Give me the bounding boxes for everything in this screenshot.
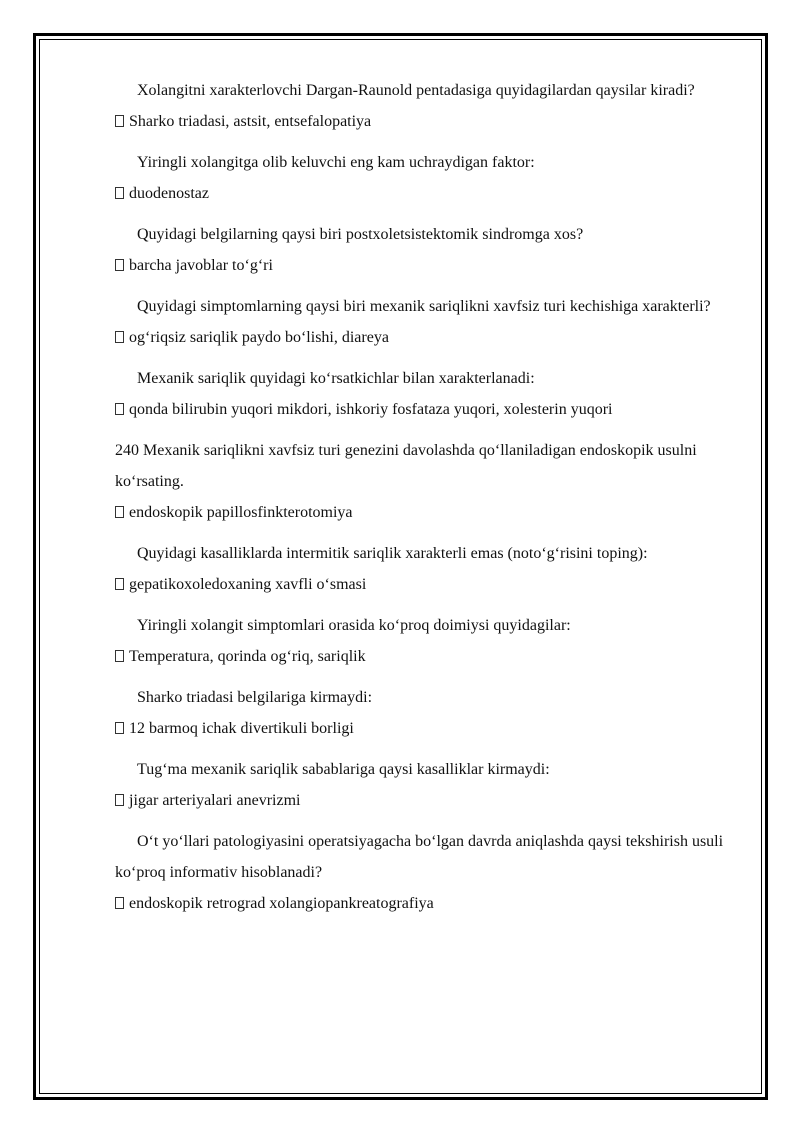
- checkbox-icon: [115, 259, 124, 271]
- answer-line: [115, 497, 745, 528]
- answer-text: jigar arteriyalari anevrizmi: [129, 792, 301, 809]
- question-block: [115, 682, 745, 744]
- question-block: [115, 147, 745, 209]
- checkbox-icon: [115, 897, 124, 909]
- answer-line: [115, 178, 745, 209]
- answer-text: endoskopik retrograd xolangiopankreatografiya: [129, 895, 434, 912]
- checkbox-icon: [115, 187, 124, 199]
- checkbox-icon: [115, 722, 124, 734]
- checkbox-icon: [115, 403, 124, 415]
- question-block: [115, 75, 745, 137]
- question-text: Xolangitni xarakterlovchi Dargan-Raunold pentadasiga quyidagilardan qaysilar kiradi?: [137, 82, 695, 99]
- question-block: [115, 754, 745, 816]
- answer-text: qonda bilirubin yuqori mikdori, ishkoriy fosfataza yuqori, xolesterin yuqori: [129, 401, 613, 418]
- answer-line: [115, 888, 745, 919]
- answer-text: duodenostaz: [129, 185, 209, 202]
- question-text: Tug‘ma mexanik sariqlik sabablariga qaysi kasalliklar kirmaydi:: [137, 761, 550, 778]
- answer-text: Temperatura, qorinda og‘riq, sariqlik: [129, 648, 366, 665]
- question-text: O‘t yo‘llari patologiyasini operatsiyagacha bo‘lgan davrda aniqlashda qaysi tekshirish usuli ko‘proq informativ hisoblanadi?: [115, 833, 724, 881]
- answer-text: gepatikoxoledoxaning xavfli o‘smasi: [129, 576, 367, 593]
- answer-line: [115, 641, 745, 672]
- answer-line: [115, 785, 745, 816]
- answer-line: [115, 250, 745, 281]
- question-block: [115, 435, 745, 528]
- answer-line: [115, 322, 745, 353]
- question-text: Mexanik sariqlik quyidagi ko‘rsatkichlar bilan xarakterlanadi:: [137, 370, 535, 387]
- checkbox-icon: [115, 578, 124, 590]
- question-block: [115, 291, 745, 353]
- answer-line: [115, 569, 745, 600]
- question-block: [115, 538, 745, 600]
- checkbox-icon: [115, 794, 124, 806]
- answer-text: endoskopik papillosfinkterotomiya: [129, 504, 353, 521]
- question-text: Quyidagi kasalliklarda intermitik sariqlik xarakterli emas (noto‘g‘risini toping):: [137, 545, 648, 562]
- question-block: [115, 826, 745, 919]
- checkbox-icon: [115, 115, 124, 127]
- checkbox-icon: [115, 506, 124, 518]
- question-block: [115, 363, 745, 425]
- question-text: 240 Mexanik sariqlikni xavfsiz turi genezini davolashda qo‘llaniladigan endoskopik usulni ko‘rsating.: [115, 442, 697, 490]
- answer-line: [115, 394, 745, 425]
- answer-text: og‘riqsiz sariqlik paydo bo‘lishi, diareya: [129, 329, 389, 346]
- checkbox-icon: [115, 331, 124, 343]
- question-block: [115, 219, 745, 281]
- question-block: [115, 610, 745, 672]
- answer-text: barcha javoblar to‘g‘ri: [129, 257, 273, 274]
- answer-text: 12 barmoq ichak divertikuli borligi: [129, 720, 354, 737]
- question-text: Quyidagi belgilarning qaysi biri postxoletsistektomik sindromga xos?: [137, 226, 584, 243]
- answer-line: [115, 106, 745, 137]
- question-text: Yiringli xolangitga olib keluvchi eng kam uchraydigan faktor:: [137, 154, 535, 171]
- answer-line: [115, 713, 745, 744]
- document-body: [115, 75, 745, 929]
- answer-text: Sharko triadasi, astsit, entsefalopatiya: [129, 113, 372, 130]
- question-text: Sharko triadasi belgilariga kirmaydi:: [137, 689, 373, 706]
- question-text: Quyidagi simptomlarning qaysi biri mexanik sariqlikni xavfsiz turi kechishiga xarakterli?: [137, 298, 711, 315]
- checkbox-icon: [115, 650, 124, 662]
- question-text: Yiringli xolangit simptomlari orasida ko‘proq doimiysi quyidagilar:: [137, 617, 571, 634]
